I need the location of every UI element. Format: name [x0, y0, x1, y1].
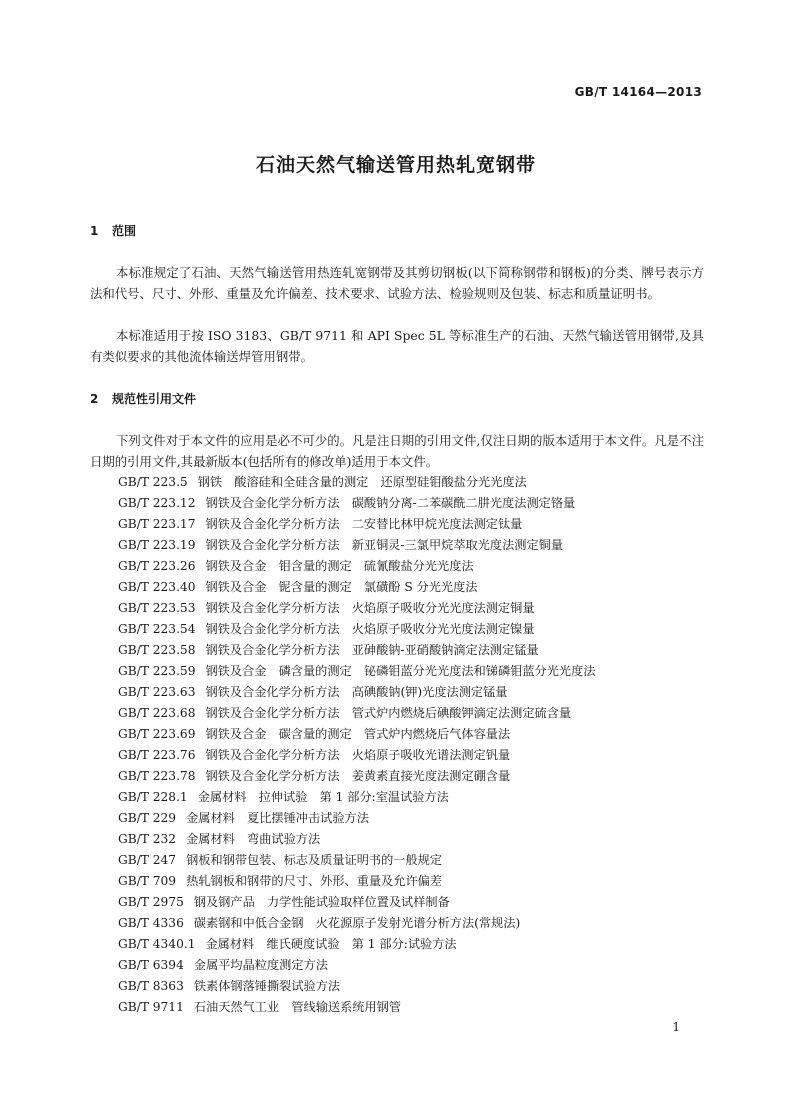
reference-item: [118, 556, 595, 577]
reference-code: GB/T 223.5: [118, 475, 188, 489]
reference-code: GB/T 223.76: [118, 748, 196, 762]
reference-code: GB/T 229: [118, 811, 177, 825]
reference-code: GB/T 709: [118, 874, 177, 888]
reference-item: [118, 661, 595, 682]
reference-code: GB/T 4340.1: [118, 937, 196, 951]
reference-code: GB/T 8363: [118, 979, 184, 993]
reference-title: 钢铁及合金化学分析方法 火焰原子吸收光谱法测定钒量: [205, 748, 511, 762]
section-number: 2: [90, 392, 99, 406]
reference-code: GB/T 223.40: [118, 580, 196, 594]
reference-code: GB/T 223.59: [118, 664, 196, 678]
reference-title: 钢板和钢带包装、标志及质量证明书的一般规定: [186, 853, 443, 867]
reference-item: [118, 829, 595, 850]
reference-code: GB/T 223.78: [118, 769, 196, 783]
reference-title: 钢铁及合金化学分析方法 火焰原子吸收分光光度法测定镍量: [205, 622, 535, 636]
reference-title: 钢及钢产品 力学性能试验取样位置及试样制备: [193, 895, 450, 909]
reference-code: GB/T 9711: [118, 1000, 184, 1014]
reference-item: [118, 850, 595, 871]
reference-title: 热轧钢板和钢带的尺寸、外形、重量及允许偏差: [186, 874, 443, 888]
scope-paragraph-1: 本标准规定了石油、天然气输送管用热连轧宽钢带及其剪切钢板(以下简称钢带和钢板)的分类、牌号表示方法和代号、尺寸、外形、重量及允许偏差、技术要求、试验方法、检验规则及包装、标志和质量证明书。: [90, 265, 704, 301]
reference-title: 金属材料 弯曲试验方法: [186, 832, 321, 846]
reference-code: GB/T 223.19: [118, 538, 196, 552]
reference-title: 钢铁及合金化学分析方法 碳酸钠分离-二苯碳酰二肼光度法测定铬量: [205, 496, 576, 510]
section-number: 1: [90, 224, 99, 238]
reference-code: GB/T 223.58: [118, 643, 196, 657]
reference-item: [118, 514, 595, 535]
reference-item: [118, 703, 595, 724]
reference-item: [118, 682, 595, 703]
reference-item: [118, 535, 595, 556]
reference-item: [118, 619, 595, 640]
reference-title: 金属材料 夏比摆锤冲击试验方法: [186, 811, 369, 825]
reference-code: GB/T 223.54: [118, 622, 196, 636]
reference-code: GB/T 223.17: [118, 517, 196, 531]
reference-item: [118, 934, 595, 955]
reference-title: 钢铁及合金化学分析方法 高碘酸钠(钾)光度法测定锰量: [205, 685, 508, 699]
reference-code: GB/T 6394: [118, 958, 184, 972]
page-number: 1: [672, 1020, 680, 1034]
reference-code: GB/T 223.12: [118, 496, 196, 510]
reference-title: 钢铁及合金化学分析方法 火焰原子吸收分光光度法测定铜量: [205, 601, 535, 615]
reference-code: GB/T 4336: [118, 916, 184, 930]
section-title: 规范性引用文件: [112, 392, 197, 406]
scope-paragraph-2: 本标准适用于按 ISO 3183、GB/T 9711 和 API Spec 5L 等标准生产的石油、天然气输送管用钢带,及具有类似要求的其他流体输送焊管用钢带。: [90, 328, 704, 364]
section-heading-normative-references: [90, 390, 196, 407]
reference-title: 碳素钢和中低合金钢 火花源原子发射光谱分析方法(常规法): [193, 916, 521, 930]
reference-item: [118, 598, 595, 619]
reference-code: GB/T 223.69: [118, 727, 196, 741]
document-title: 石油天然气输送管用热轧宽钢带: [255, 154, 536, 176]
reference-item: [118, 892, 595, 913]
standard-number: GB/T 14164—2013: [574, 85, 702, 99]
reference-title: 钢铁及合金化学分析方法 二安替比林甲烷光度法测定钛量: [205, 517, 523, 531]
reference-code: GB/T 232: [118, 832, 177, 846]
reference-title: 钢铁及合金化学分析方法 管式炉内燃烧后碘酸钾滴定法测定硫含量: [205, 706, 572, 720]
references-intro-paragraph: 下列文件对于本文件的应用是必不可少的。凡是注日期的引用文件,仅注日期的版本适用于本文件。凡是不注日期的引用文件,其最新版本(包括所有的修改单)适用于本文件。: [90, 433, 704, 469]
reference-title: 石油天然气工业 管线输送系统用钢管: [193, 1000, 402, 1014]
reference-item: [118, 745, 595, 766]
reference-code: GB/T 2975: [118, 895, 184, 909]
reference-item: [118, 997, 595, 1018]
reference-title: 铁素体钢落锤撕裂试验方法: [193, 979, 341, 993]
reference-code: GB/T 223.63: [118, 685, 196, 699]
reference-title: 钢铁 酸溶硅和全硅含量的测定 还原型硅钼酸盐分光光度法: [197, 475, 527, 489]
section-heading-scope: [90, 222, 136, 239]
reference-code: GB/T 223.26: [118, 559, 196, 573]
reference-code: GB/T 223.68: [118, 706, 196, 720]
reference-item: [118, 766, 595, 787]
reference-item: [118, 871, 595, 892]
reference-item: [118, 913, 595, 934]
reference-item: [118, 640, 595, 661]
reference-item: [118, 472, 595, 493]
reference-title: 金属材料 维氏硬度试验 第 1 部分:试验方法: [205, 937, 457, 951]
section-title: 范围: [112, 224, 137, 238]
reference-title: 钢铁及合金化学分析方法 姜黄素直接光度法测定硼含量: [205, 769, 511, 783]
reference-title: 钢铁及合金 钼含量的测定 硫氰酸盐分光光度法: [205, 559, 474, 573]
reference-title: 钢铁及合金 磷含量的测定 铋磷钼蓝分光光度法和锑磷钼蓝分光光度法: [205, 664, 596, 678]
reference-title: 钢铁及合金化学分析方法 新亚铜灵-三氯甲烷萃取光度法测定铜量: [205, 538, 564, 552]
reference-code: GB/T 223.53: [118, 601, 196, 615]
reference-item: [118, 808, 595, 829]
reference-item: [118, 787, 595, 808]
reference-title: 金属平均晶粒度测定方法: [193, 958, 328, 972]
reference-title: 钢铁及合金化学分析方法 亚砷酸钠-亚硝酸钠滴定法测定锰量: [205, 643, 539, 657]
reference-title: 钢铁及合金 碳含量的测定 管式炉内燃烧后气体容量法: [205, 727, 511, 741]
reference-list: [118, 472, 595, 1018]
reference-code: GB/T 247: [118, 853, 177, 867]
reference-code: GB/T 228.1: [118, 790, 188, 804]
reference-item: [118, 577, 595, 598]
reference-item: [118, 955, 595, 976]
reference-item: [118, 976, 595, 997]
reference-title: 钢铁及合金 铌含量的测定 氯磺酚 S 分光光度法: [205, 580, 478, 594]
reference-title: 金属材料 拉伸试验 第 1 部分:室温试验方法: [197, 790, 449, 804]
reference-item: [118, 724, 595, 745]
reference-item: [118, 493, 595, 514]
